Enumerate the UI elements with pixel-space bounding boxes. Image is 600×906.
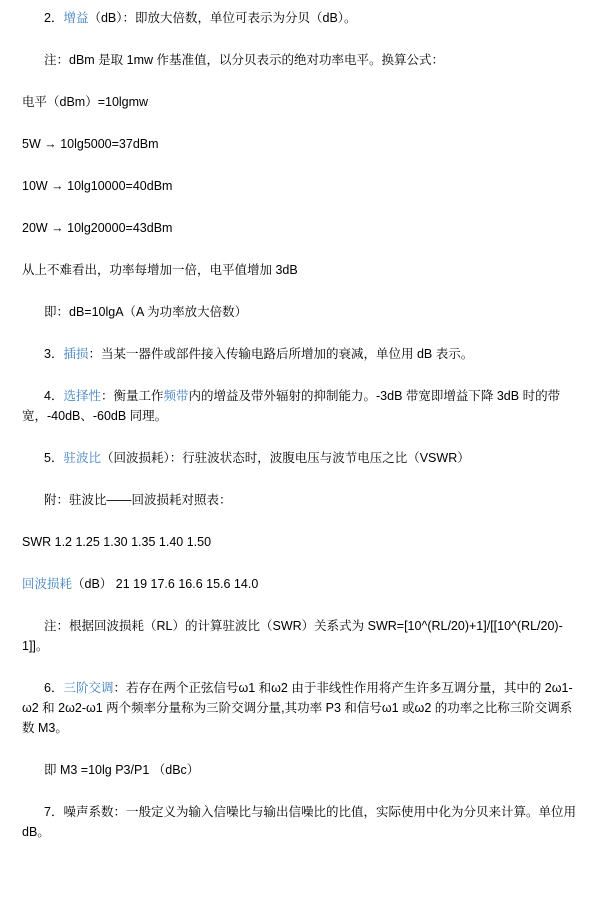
text-run: 5W → 10lg5000=37dBm xyxy=(22,137,159,151)
text-run: （dB） 21 19 17.6 16.6 15.6 14.0 xyxy=(72,577,259,591)
text-run: 3． xyxy=(44,347,64,361)
paragraph-formula-db xyxy=(22,302,578,322)
paragraph-dbm-note xyxy=(22,50,578,70)
keyword-link[interactable]: 频带 xyxy=(163,389,189,403)
text-run: 5． xyxy=(44,451,64,465)
keyword-link[interactable]: 增益 xyxy=(63,11,89,25)
paragraph-calc-5w xyxy=(22,134,578,154)
text-run: 附：驻波比——回波损耗对照表： xyxy=(44,493,232,507)
text-run: 6． xyxy=(44,681,64,695)
text-run: （dB）：即放大倍数，单位可表示为分贝（dB）。 xyxy=(88,11,357,25)
paragraph-vswr-table-title xyxy=(22,490,578,510)
paragraph-noise-figure xyxy=(22,802,578,842)
paragraph-selectivity xyxy=(22,386,578,426)
paragraph-gain xyxy=(22,8,578,28)
paragraph-calc-20w xyxy=(22,218,578,238)
paragraph-conclusion-double xyxy=(22,260,578,280)
text-run: ：当某一器件或部件接入传输电路后所增加的衰减，单位用 dB 表示。 xyxy=(88,347,474,361)
text-run: ：若存在两个正弦信号ω1 和ω2 由于非线性作用将产生许多互调分量，其中的 2ω1-ω2 和 2ω2-ω1 两个频率分量称为三阶交调分量,其功率 P3 和信号ω1 或ω2 的功率之比称三阶交调系数 M3。 xyxy=(22,681,573,735)
text-run: 即：dB=10lgA（A 为功率放大倍数） xyxy=(44,305,248,319)
paragraph-rl-row xyxy=(22,574,578,594)
paragraph-swr-row xyxy=(22,532,578,552)
paragraph-rl-note xyxy=(22,616,578,656)
paragraph-formula-dbm xyxy=(22,92,578,112)
paragraph-vswr xyxy=(22,448,578,468)
text-run: （回波损耗）：行驻波状态时，波腹电压与波节电压之比（VSWR） xyxy=(100,451,470,465)
text-run: ：衡量工作 xyxy=(100,389,164,403)
text-run: 20W → 10lg20000=43dBm xyxy=(22,221,173,235)
text-run: 2． xyxy=(44,11,64,25)
text-run: 电平（dBm）=10lgmw xyxy=(22,95,149,109)
text-run: 内的增益及带外辐射的抑制能力。-3dB 带宽即增益下降 3dB 时的带宽，-40dB、-60dB 同理。 xyxy=(22,389,561,423)
paragraph-calc-10w xyxy=(22,176,578,196)
keyword-link[interactable]: 回波损耗 xyxy=(22,577,73,591)
keyword-link[interactable]: 选择性 xyxy=(63,389,101,403)
keyword-link[interactable]: 驻波比 xyxy=(63,451,101,465)
paragraph-imd3 xyxy=(22,678,578,738)
keyword-link[interactable]: 三阶交调 xyxy=(63,681,114,695)
text-run: 注：dBm 是取 1mw 作基准值，以分贝表示的绝对功率电平。换算公式： xyxy=(44,53,445,67)
text-run: 即 M3 =10lg P3/P1 （dBc） xyxy=(44,763,200,777)
keyword-link[interactable]: 插损 xyxy=(63,347,89,361)
text-run: 7．噪声系数：一般定义为输入信噪比与输出信噪比的比值，实际使用中化为分贝来计算。单位用 dB。 xyxy=(22,805,576,839)
text-run: 注：根据回波损耗（RL）的计算驻波比（SWR）关系式为 SWR=[10^(RL/20)+1]/[[10^(RL/20)-1]]。 xyxy=(22,619,563,653)
text-run: SWR 1.2 1.25 1.30 1.35 1.40 1.50 xyxy=(22,535,212,549)
document-body xyxy=(22,8,578,842)
paragraph-m3-formula xyxy=(22,760,578,780)
text-run: 10W → 10lg10000=40dBm xyxy=(22,179,173,193)
text-run: 从上不难看出，功率每增加一倍，电平值增加 3dB xyxy=(22,263,298,277)
paragraph-insertion-loss xyxy=(22,344,578,364)
text-run: 4． xyxy=(44,389,64,403)
